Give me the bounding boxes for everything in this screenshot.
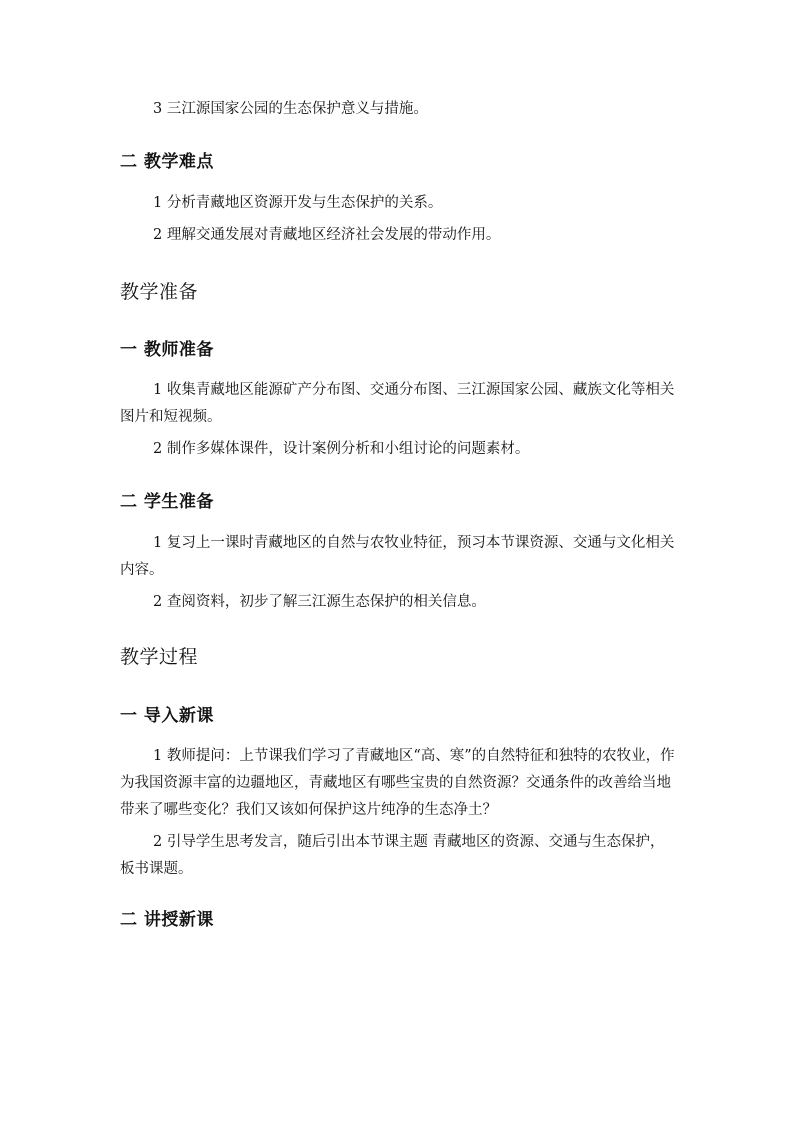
heading-introduce-lesson: 一 导入新课 xyxy=(120,706,214,726)
heading-teaching-preparation: 教学准备 xyxy=(120,281,199,303)
paragraph-student-prep-2: 2 查阅资料，初步了解三江源生态保护的相关信息。 xyxy=(153,594,486,610)
paragraph-intro-1: 1 教师提问：上节课我们学习了青藏地区“高、寒”的自然特征和独特的农牧业，作为我国资源丰富的边疆地区，青藏地区有哪些宝贵的自然资源？交通条件的改善给当地带来了哪些变化？我们又该如何保护这片纯净的生态净土？ xyxy=(120,748,675,818)
heading-student-preparation: 二 学生准备 xyxy=(120,492,214,512)
paragraph-difficulty-1: 1 分析青藏地区资源开发与生态保护的关系。 xyxy=(153,195,443,211)
heading-teaching-difficulties: 二 教学难点 xyxy=(120,152,214,172)
paragraph-intro-2: 2 引导学生思考发言，随后引出本节课主题 青藏地区的资源、交通与生态保护，板书课题。 xyxy=(120,834,665,877)
paragraph-teacher-prep-1: 1 收集青藏地区能源矿产分布图、交通分布图、三江源国家公园、藏族文化等相关图片和短视频。 xyxy=(120,382,675,425)
heading-teaching-process: 教学过程 xyxy=(120,646,199,668)
paragraph-student-prep-1: 1 复习上一课时青藏地区的自然与农牧业特征，预习本节课资源、交通与文化相关内容。 xyxy=(120,535,675,578)
heading-teacher-preparation: 一 教师准备 xyxy=(120,340,214,360)
paragraph-goal-3: 3 三江源国家公园的生态保护意义与措施。 xyxy=(153,101,428,117)
paragraph-difficulty-2: 2 理解交通发展对青藏地区经济社会发展的带动作用。 xyxy=(153,227,501,243)
paragraph-teacher-prep-2: 2 制作多媒体课件，设计案例分析和小组讨论的问题素材。 xyxy=(153,441,530,457)
heading-new-lesson: 二 讲授新课 xyxy=(120,910,214,930)
